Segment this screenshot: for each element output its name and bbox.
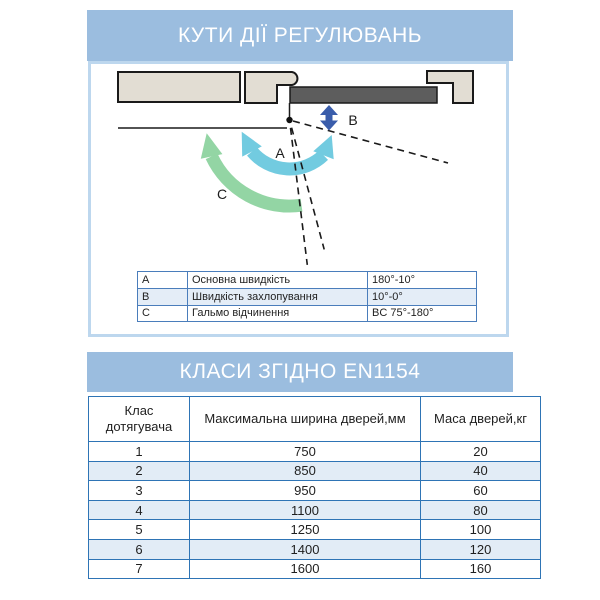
table-cell: 60 bbox=[421, 481, 541, 501]
table-cell: 3 bbox=[89, 481, 190, 501]
table-cell: 10°-0° bbox=[368, 288, 477, 305]
table-cell: 180°-10° bbox=[368, 272, 477, 289]
table-header-row bbox=[89, 397, 541, 442]
table-cell: 7 bbox=[89, 559, 190, 579]
table-cell: 5 bbox=[89, 520, 190, 540]
table-cell: 1250 bbox=[190, 520, 421, 540]
section-title-angles-text: КУТИ ДІЇ РЕГУЛЮВАНЬ bbox=[177, 23, 423, 47]
table-row bbox=[89, 481, 541, 501]
diagram-label-a: A bbox=[275, 145, 285, 161]
table-cell: Швидкість захлопування bbox=[188, 288, 368, 305]
table-cell: 2 bbox=[89, 461, 190, 481]
table-row bbox=[89, 539, 541, 559]
table-row bbox=[89, 442, 541, 462]
diagram-label-c: C bbox=[216, 186, 228, 202]
header-cell-width: Максимальна ширина дверей,мм bbox=[190, 397, 421, 442]
table-cell: 1100 bbox=[190, 500, 421, 520]
table-cell: B bbox=[138, 288, 188, 305]
table-cell: 1400 bbox=[190, 539, 421, 559]
hinge-point bbox=[286, 117, 292, 123]
diagram-label-b: B bbox=[348, 112, 358, 128]
table-cell: 100 bbox=[421, 520, 541, 540]
table-row bbox=[138, 272, 477, 289]
table-row bbox=[89, 520, 541, 540]
table-cell: 20 bbox=[421, 442, 541, 462]
header-cell-mass: Маса дверей,кг bbox=[421, 397, 541, 442]
table-cell: C bbox=[138, 305, 188, 322]
table-cell: 80 bbox=[421, 500, 541, 520]
table-row bbox=[89, 559, 541, 579]
table-cell: 1600 bbox=[190, 559, 421, 579]
door-leaf bbox=[290, 87, 437, 103]
table-cell: Основна швидкість bbox=[188, 272, 368, 289]
angles-legend-table bbox=[137, 271, 477, 322]
table-cell: 1 bbox=[89, 442, 190, 462]
header-cell-class: Клас дотягувача bbox=[89, 397, 190, 442]
table-cell: A bbox=[138, 272, 188, 289]
classes-table bbox=[88, 396, 541, 579]
table-cell: 40 bbox=[421, 461, 541, 481]
table-cell: Гальмо відчинення bbox=[188, 305, 368, 322]
table-cell: 850 bbox=[190, 461, 421, 481]
table-cell: 750 bbox=[190, 442, 421, 462]
section-title-angles bbox=[87, 10, 513, 61]
table-cell: 160 bbox=[421, 559, 541, 579]
table-row bbox=[89, 500, 541, 520]
section-title-classes-text: КЛАСИ ЗГІДНО EN1154 bbox=[179, 360, 421, 383]
table-cell: 4 bbox=[89, 500, 190, 520]
table-row bbox=[138, 288, 477, 305]
table-row bbox=[138, 305, 477, 322]
wall-section-left bbox=[118, 72, 240, 102]
table-cell: 6 bbox=[89, 539, 190, 559]
table-cell: 120 bbox=[421, 539, 541, 559]
table-cell: 950 bbox=[190, 481, 421, 501]
table-cell: BC 75°-180° bbox=[368, 305, 477, 322]
section-title-classes bbox=[87, 352, 513, 392]
table-row bbox=[89, 461, 541, 481]
